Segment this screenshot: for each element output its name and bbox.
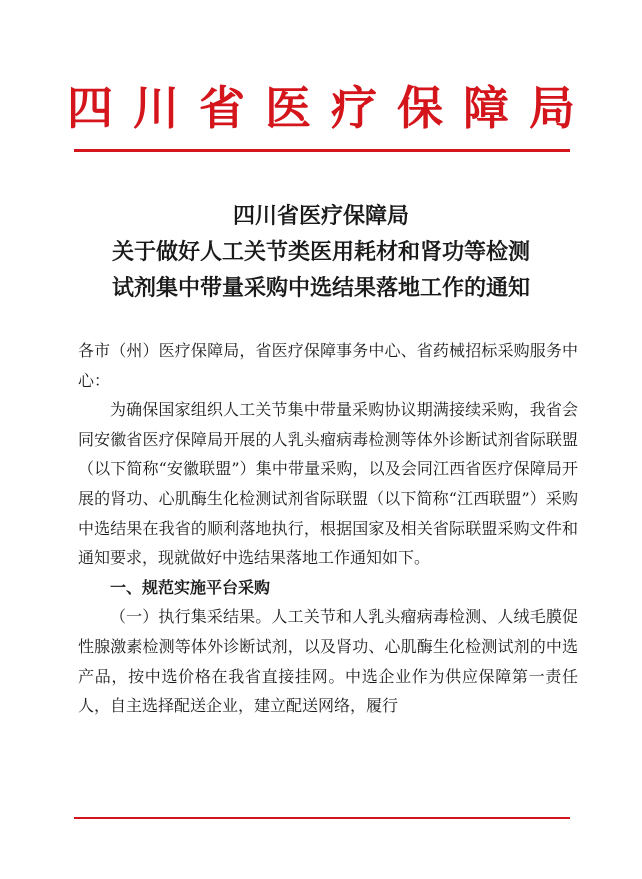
section-heading-1: 一、规范实施平台采购	[110, 577, 271, 597]
title-line-1: 四川省医疗保障局	[232, 204, 409, 229]
addressee: 各市（州）医疗保障局，省医疗保障事务中心、省药械招标采购服务中心：	[78, 341, 578, 390]
letterhead-agency-name: 四川省医疗保障局	[67, 81, 595, 135]
footer-red-rule	[74, 817, 570, 819]
document-body	[78, 336, 578, 721]
letterhead-red-rule	[74, 149, 570, 152]
intro-paragraph: 为确保国家组织人工关节集中带量采购协议期满接续采购，我省会同安徽省医疗保障局开展的人乳头瘤病毒检测等体外诊断试剂省际联盟（以下简称“安徽联盟”）集中带量采购，以及会同江西省医疗保障局开展的肾功、心肌酶生化检测试剂省际联盟（以下简称“江西联盟”）采购中选结果在我省的顺利落地执行，根据国家及相关省际联盟采购文件和通知要求，现就做好中选结果落地工作通知如下。	[78, 400, 578, 568]
paragraph-execute-results: （一）执行集采结果。人工关节和人乳头瘤病毒检测、人绒毛膜促性腺激素检测等体外诊断试剂，以及肾功、心肌酶生化检测试剂的中选产品，按中选价格在我省直接挂网。中选企业作为供应保障第一责任人，自主选择配送企业，建立配送网络，履行	[78, 607, 578, 716]
title-line-3: 试剂集中带量采购中选结果落地工作的通知	[111, 276, 530, 301]
document-title	[0, 199, 642, 307]
title-line-2: 关于做好人工关节类医用耗材和肾功等检测	[111, 240, 530, 265]
